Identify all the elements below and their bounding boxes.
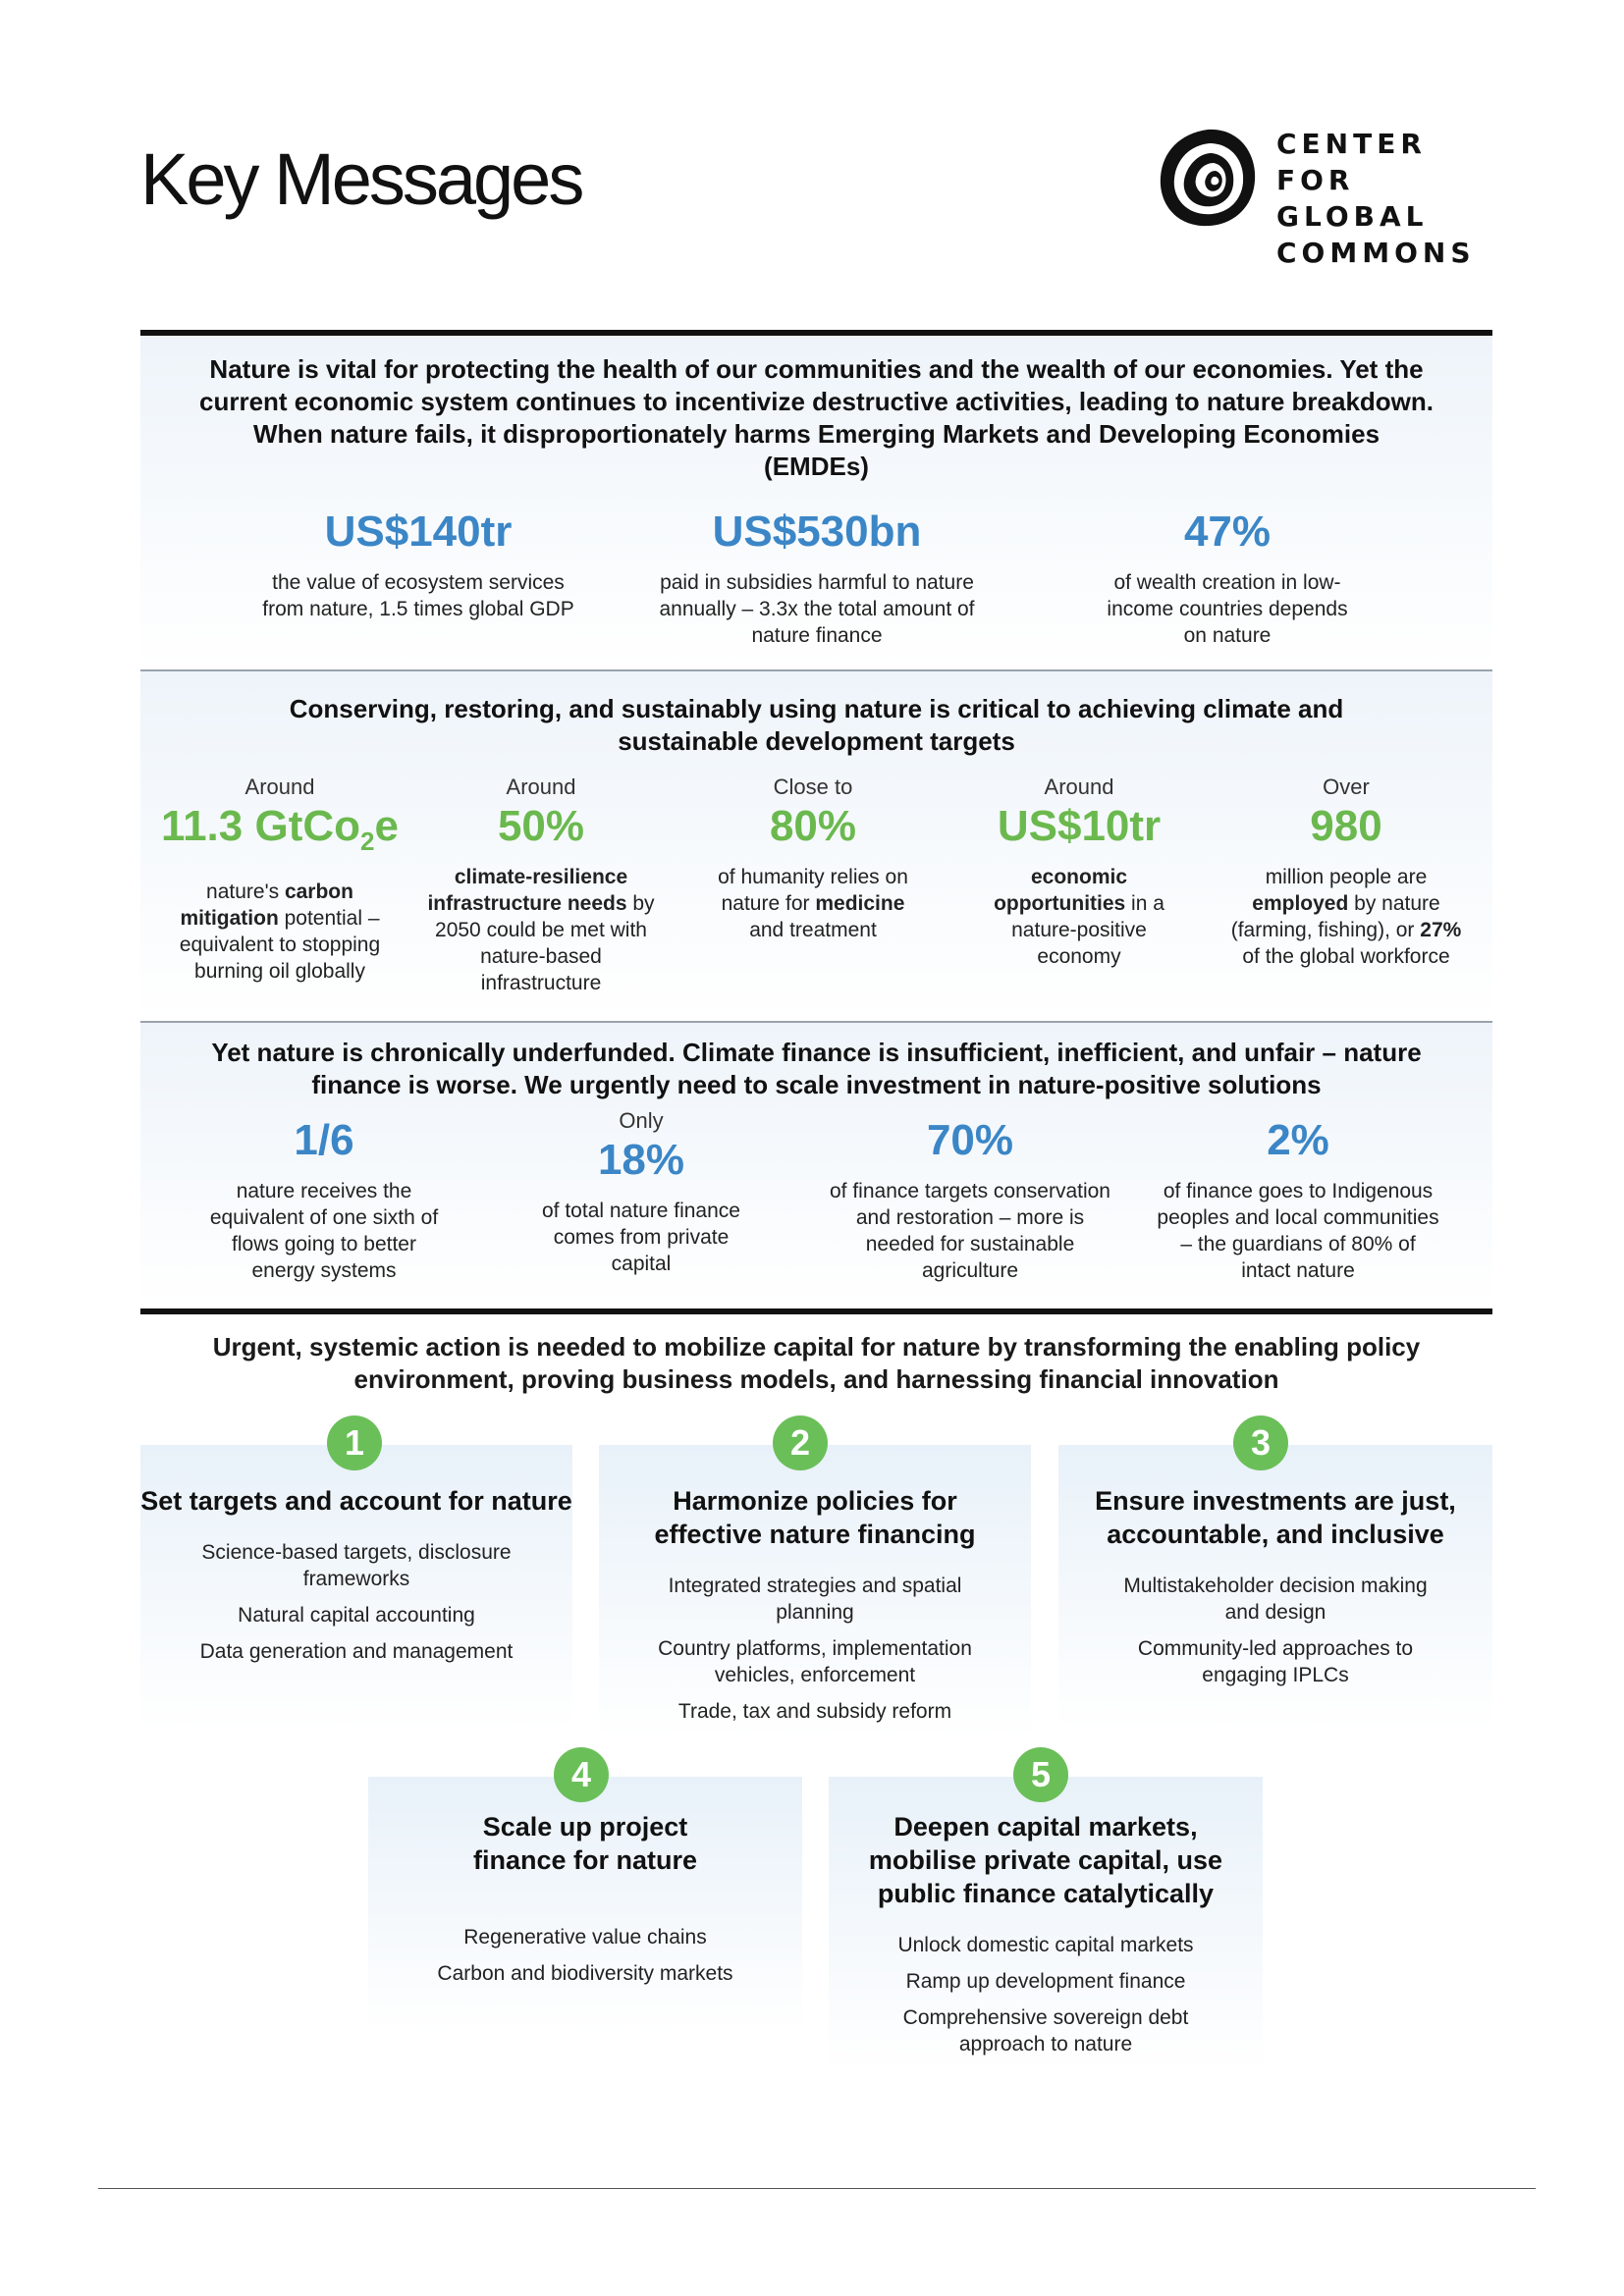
stat-description: of total nature finance comes from private capital xyxy=(542,1200,740,1275)
bottom-divider xyxy=(140,1308,1492,1314)
stat-item xyxy=(971,774,1187,970)
card-item: Unlock domestic capital markets xyxy=(897,1934,1194,1956)
stat-value: US$10tr xyxy=(997,802,1162,850)
stat-value: 80% xyxy=(769,802,857,850)
stat-item xyxy=(655,507,979,649)
card-item: Carbon and biodiversity markets xyxy=(437,1962,733,1985)
card-title: Ensure investments are just, accountable, and inclusive xyxy=(1095,1486,1456,1549)
card-title: Harmonize policies for effective nature financing xyxy=(654,1486,976,1549)
stat-description: of humanity relies on nature for medicine and treatment xyxy=(718,866,908,941)
stat-item xyxy=(1156,1115,1440,1284)
logo-line-2: GLOBAL xyxy=(1276,200,1429,233)
center-for-global-commons-logo xyxy=(1155,120,1508,269)
action-card-2 xyxy=(599,1445,1031,1739)
stat-description: economic opportunities in a nature-positive economy xyxy=(994,866,1164,968)
number-badge-3: 3 xyxy=(1233,1415,1288,1470)
stat-item xyxy=(201,1115,447,1284)
card-title: Deepen capital markets, mobilise private capital, use public finance catalytically xyxy=(868,1812,1223,1908)
stat-prefix: Close to xyxy=(773,774,853,799)
stat-prefix: Around xyxy=(1044,774,1114,799)
section-heading: Nature is vital for protecting the health of our communities and the wealth of our economies. Yet the current economic system continues to incentivize destructive activities, leading to nature breakdown. When nature fails, it disproportionately harms Emerging Markets and Developing Economies (EMDEs) xyxy=(199,354,1435,481)
stat-item xyxy=(256,507,580,622)
card-item: Integrated strategies and spatial planning xyxy=(668,1575,962,1624)
card-item: Data generation and management xyxy=(199,1640,514,1663)
stat-prefix: Around xyxy=(506,774,576,799)
card-item: Multistakeholder decision making and design xyxy=(1123,1575,1428,1624)
stat-description: climate-resilience infrastructure needs by 2050 could be met with nature-based infrastructure xyxy=(427,866,655,994)
logo-line-1: CENTER FOR xyxy=(1276,128,1427,196)
stat-description: paid in subsidies harmful to nature annually – 3.3x the total amount of nature finance xyxy=(659,571,975,647)
card-item: Regenerative value chains xyxy=(463,1926,707,1949)
stat-prefix: Only xyxy=(619,1108,664,1133)
number-badge-2: 2 xyxy=(773,1415,828,1470)
stat-value: 47% xyxy=(1183,507,1272,556)
stat-value: US$530bn xyxy=(712,507,922,556)
card-item: Country platforms, implementation vehicles, enforcement xyxy=(658,1637,972,1686)
stat-description: nature's carbon mitigation potential – equivalent to stopping burning oil globally xyxy=(179,880,381,983)
stat-value: 50% xyxy=(497,802,585,850)
card-item: Ramp up development finance xyxy=(905,1970,1186,1993)
section-heading: Conserving, restoring, and sustainably using nature is critical to achieving climate and sustainable development targets xyxy=(289,694,1344,756)
number-badge-1: 1 xyxy=(327,1415,382,1470)
stat-value: 11.3 GtCo$_2$e xyxy=(161,802,399,856)
stat-description: million people are employed by nature (farming, fishing), or 27% of the global workforce xyxy=(1230,866,1462,968)
card-item: Comprehensive sovereign debt approach to nature xyxy=(902,2006,1189,2056)
stat-value: 2% xyxy=(1267,1116,1329,1164)
action-card-3 xyxy=(1058,1445,1492,1730)
number-badge-4: 4 xyxy=(554,1747,609,1802)
footer-rule xyxy=(98,2188,1536,2189)
card-title: Set targets and account for nature xyxy=(140,1486,572,1516)
action-heading: Urgent, systemic action is needed to mobilize capital for nature by transforming the enabling policy environment, proving business models, and harnessing financial innovation xyxy=(212,1332,1421,1394)
stat-prefix: Over xyxy=(1323,774,1370,799)
stat-prefix: Around xyxy=(244,774,315,799)
stat-description: nature receives the equivalent of one sixth of flows going to better energy systems xyxy=(209,1180,439,1282)
stat-value: 1/6 xyxy=(294,1116,354,1164)
stat-value: 980 xyxy=(1310,802,1382,850)
action-card-1 xyxy=(140,1445,572,1730)
page-title: Key Messages xyxy=(140,138,582,220)
stat-description: the value of ecosystem services from nature, 1.5 times global GDP xyxy=(262,571,574,620)
stat-item xyxy=(1226,774,1466,970)
section-heading: Yet nature is chronically underfunded. Climate finance is insufficient, inefficient, and unfair – nature finance is worse. We urgently need to scale investment in nature-positive solutions xyxy=(211,1038,1422,1099)
section-conserving-nature xyxy=(140,671,1492,1021)
card-item: Community-led approaches to engaging IPLCs xyxy=(1137,1637,1414,1686)
spiral-logo-icon xyxy=(1155,124,1261,232)
action-card-5 xyxy=(829,1777,1263,2071)
stat-item xyxy=(828,1115,1112,1284)
card-item: Science-based targets, disclosure frameworks xyxy=(201,1541,512,1590)
action-card-4 xyxy=(368,1777,802,2032)
stat-value: 70% xyxy=(926,1116,1014,1164)
stat-item xyxy=(1105,507,1350,649)
logo-line-3: COMMONS xyxy=(1276,237,1476,269)
card-item: Trade, tax and subsidy reform xyxy=(677,1700,952,1723)
card-title: Scale up project finance for nature xyxy=(472,1812,698,1875)
stat-value: 18% xyxy=(597,1136,685,1184)
stat-description: of finance goes to Indigenous peoples and local communities – the guardians of 80% of intact nature xyxy=(1157,1180,1439,1282)
stat-item xyxy=(140,774,419,985)
stat-item xyxy=(710,774,916,943)
stat-description: of finance targets conservation and restoration – more is needed for sustainable agriculture xyxy=(829,1180,1110,1282)
stat-description: of wealth creation in low-income countries depends on nature xyxy=(1107,571,1348,647)
number-badge-5: 5 xyxy=(1013,1747,1068,1802)
section-underfunded xyxy=(140,1023,1492,1308)
stat-value: US$140tr xyxy=(324,507,513,556)
stat-item xyxy=(523,1107,759,1277)
section-nature-vital xyxy=(140,336,1492,669)
card-item: Natural capital accounting xyxy=(238,1604,475,1627)
stat-item xyxy=(407,774,675,996)
